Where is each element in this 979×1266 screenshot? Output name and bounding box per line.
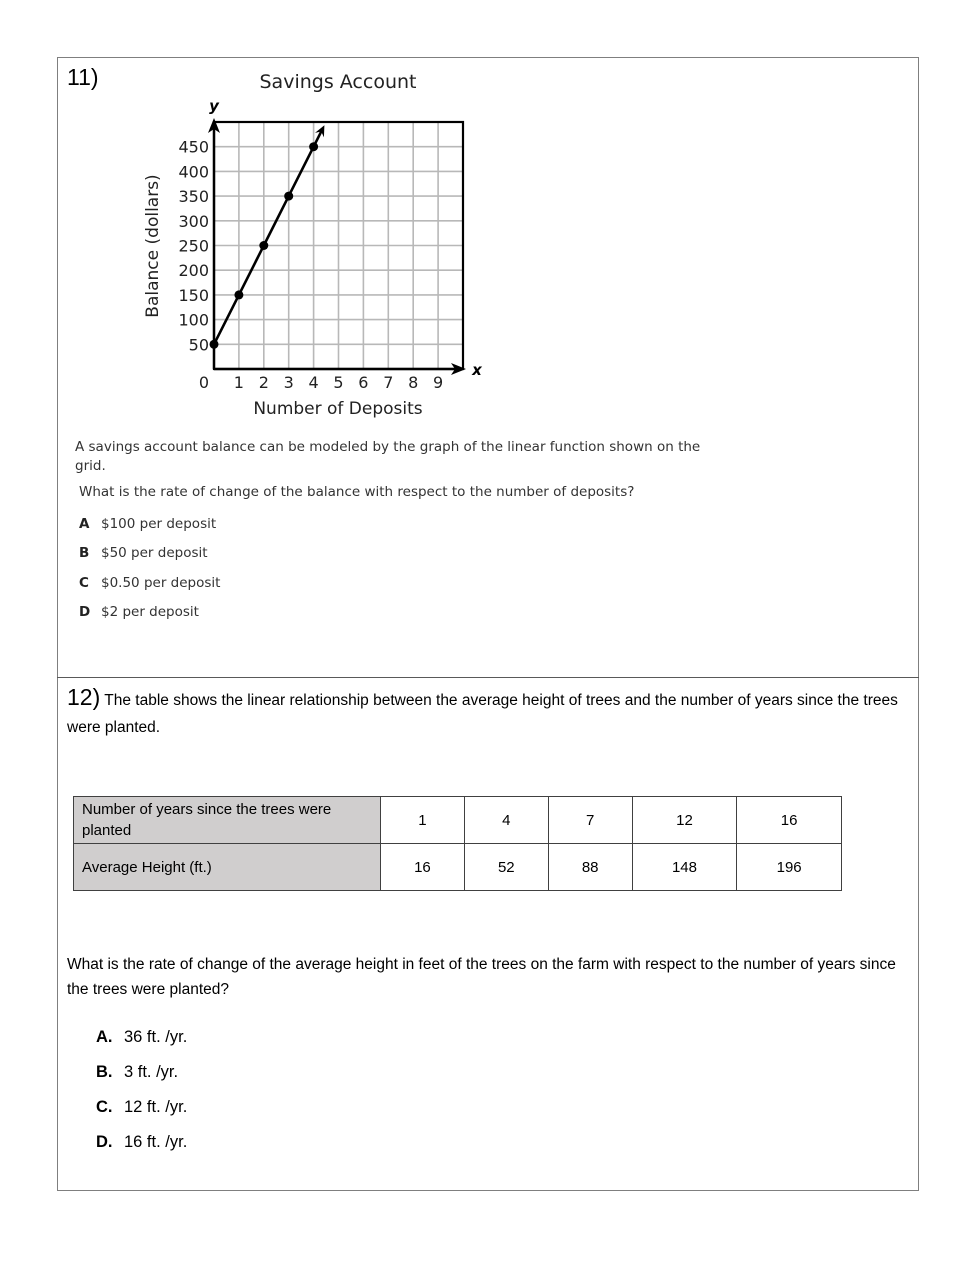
option-text: $100 per deposit xyxy=(101,516,217,532)
q11-prompt: What is the rate of change of the balance with respect to the number of deposits? xyxy=(79,484,635,500)
svg-text:300: 300 xyxy=(178,211,209,231)
svg-text:1: 1 xyxy=(233,373,244,392)
data-point xyxy=(210,340,219,349)
option-text: 36 ft. /yr. xyxy=(124,1028,188,1046)
table-row xyxy=(74,844,842,891)
option-letter: D xyxy=(79,604,91,620)
option-letter: B. xyxy=(96,1063,113,1081)
svg-text:450: 450 xyxy=(178,137,209,157)
y-axis-label: Balance (dollars) xyxy=(143,174,163,318)
table-cell: 148 xyxy=(632,844,737,891)
option-text: $50 per deposit xyxy=(101,545,208,561)
data-point xyxy=(284,192,293,201)
table-cell: 4 xyxy=(464,797,548,844)
svg-text:8: 8 xyxy=(408,373,419,392)
table-cell: 7 xyxy=(548,797,632,844)
q12-header xyxy=(67,684,907,741)
option-letter: B xyxy=(79,545,90,561)
option-text: $0.50 per deposit xyxy=(101,575,221,591)
table-cell: 16 xyxy=(737,797,842,844)
option-letter: C. xyxy=(96,1098,113,1116)
svg-text:3: 3 xyxy=(283,373,294,392)
tree-height-table xyxy=(73,796,842,891)
svg-text:6: 6 xyxy=(358,373,369,392)
question-11-number: 11) xyxy=(67,64,99,90)
data-point xyxy=(234,290,243,299)
q12-options xyxy=(96,1024,187,1164)
q11-option-b[interactable] xyxy=(79,545,208,561)
table-cell: 52 xyxy=(464,844,548,891)
table-cell: 88 xyxy=(548,844,632,891)
q12-option-c[interactable] xyxy=(96,1094,187,1129)
row-header: Number of years since the trees were planted xyxy=(74,797,381,844)
option-letter: A. xyxy=(96,1028,113,1046)
option-text: 16 ft. /yr. xyxy=(124,1133,188,1151)
table-cell: 16 xyxy=(381,844,465,891)
q11-intro: A savings account balance can be modeled by the graph of the linear function shown on the grid. xyxy=(75,439,701,474)
svg-text:7: 7 xyxy=(383,373,394,392)
y-tick-labels xyxy=(178,138,209,355)
svg-text:200: 200 xyxy=(178,261,209,281)
svg-text:150: 150 xyxy=(178,285,209,305)
svg-text:100: 100 xyxy=(178,310,209,330)
x-axis-letter: x xyxy=(472,361,482,379)
option-text: 3 ft. /yr. xyxy=(124,1063,179,1081)
q11-option-c[interactable] xyxy=(79,575,220,591)
chart-title: Savings Account xyxy=(259,71,417,93)
q12-intro: The table shows the linear relationship between the average height of trees and the number of years since the trees were planted. xyxy=(67,692,898,736)
q12-option-a[interactable] xyxy=(96,1024,187,1059)
balance-line xyxy=(210,125,325,349)
data-point xyxy=(309,142,318,151)
svg-text:9: 9 xyxy=(433,373,444,392)
q11-option-d[interactable] xyxy=(79,604,199,620)
svg-text:50: 50 xyxy=(188,335,209,355)
option-text: $2 per deposit xyxy=(101,604,199,620)
q12-prompt: What is the rate of change of the average height in feet of the trees on the farm with respect to the number of years since the trees were planted? xyxy=(67,956,896,998)
q11-option-a[interactable] xyxy=(79,516,216,532)
table-row xyxy=(74,797,842,844)
table-cell: 12 xyxy=(632,797,737,844)
x-axis-label: Number of Deposits xyxy=(253,399,423,419)
svg-text:5: 5 xyxy=(333,373,344,392)
q12-option-b[interactable] xyxy=(96,1059,187,1094)
savings-account-chart xyxy=(0,0,979,430)
data-point xyxy=(259,241,268,250)
svg-text:0: 0 xyxy=(198,373,210,392)
svg-text:250: 250 xyxy=(178,236,209,256)
table-cell: 196 xyxy=(737,844,842,891)
question-divider xyxy=(57,677,919,678)
chart-grid xyxy=(214,122,463,369)
svg-text:4: 4 xyxy=(308,373,319,392)
row-header: Average Height (ft.) xyxy=(74,844,381,891)
option-text: 12 ft. /yr. xyxy=(124,1098,188,1116)
x-tick-labels xyxy=(199,373,443,392)
option-letter: A xyxy=(79,516,90,532)
q12-option-d[interactable] xyxy=(96,1129,187,1164)
option-letter: D. xyxy=(96,1133,113,1151)
y-axis-letter: y xyxy=(209,97,219,115)
question-12-number: 12) xyxy=(67,684,101,710)
table-cell: 1 xyxy=(381,797,465,844)
svg-text:400: 400 xyxy=(178,162,209,182)
svg-text:350: 350 xyxy=(178,187,209,207)
option-letter: C xyxy=(79,575,89,591)
svg-text:2: 2 xyxy=(258,373,269,392)
